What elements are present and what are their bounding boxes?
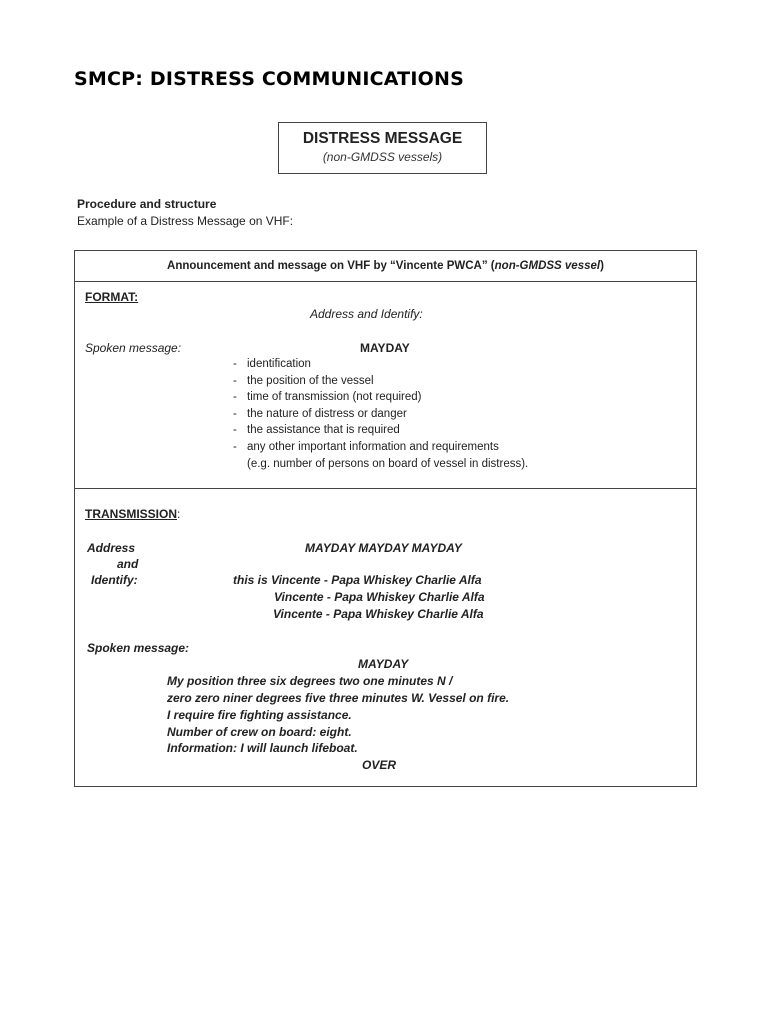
- format-spoken-label: Spoken message:: [85, 341, 182, 355]
- transmission-identify-label: Identify:: [91, 573, 138, 587]
- format-item-list: [233, 356, 528, 472]
- format-item: - identification: [233, 356, 528, 373]
- frame-header-suffix: ): [600, 260, 604, 272]
- format-address-identify: Address and Identify:: [310, 307, 423, 321]
- format-item: - the assistance that is required: [233, 422, 528, 439]
- page-heading: SMCP: DISTRESS COMMUNICATIONS: [74, 68, 464, 90]
- transmission-mayday-triple: MAYDAY MAYDAY MAYDAY: [305, 541, 462, 555]
- distress-message-title-box: [278, 122, 487, 174]
- format-label: FORMAT:: [85, 290, 139, 304]
- transmission-line: zero zero niner degrees five three minutes W. Vessel on fire.: [167, 691, 510, 705]
- intro-heading: Procedure and structure: [77, 197, 217, 211]
- title-box-subtitle: (non-GMDSS vessels): [322, 150, 443, 164]
- transmission-address-label: Address: [87, 541, 136, 555]
- distress-message-frame: [74, 250, 697, 787]
- transmission-colon: :: [177, 507, 181, 521]
- frame-header-italic: non-GMDSS vessel: [494, 260, 601, 272]
- transmission-id-line: Vincente - Papa Whiskey Charlie Alfa: [274, 590, 485, 604]
- section-divider: [75, 488, 696, 489]
- transmission-line: I require fire fighting assistance.: [167, 708, 352, 722]
- title-box-title: DISTRESS MESSAGE: [302, 130, 463, 147]
- frame-header-prefix: Announcement and message on VHF by “Vincente PWCA” (: [167, 260, 495, 272]
- transmission-line: Number of crew on board: eight.: [167, 725, 352, 739]
- transmission-line: My position three six degrees two one minutes N /: [167, 674, 453, 688]
- transmission-heading: [85, 507, 180, 521]
- transmission-id-line: this is Vincente - Papa Whiskey Charlie Alfa: [233, 573, 482, 587]
- transmission-over: OVER: [362, 758, 397, 772]
- format-item: - the nature of distress or danger: [233, 406, 528, 423]
- intro-section: [77, 196, 293, 230]
- transmission-and-label: and: [117, 557, 139, 571]
- transmission-id-line: Vincente - Papa Whiskey Charlie Alfa: [273, 607, 484, 621]
- format-item: - the position of the vessel: [233, 373, 528, 390]
- transmission-mayday: MAYDAY: [358, 657, 409, 671]
- transmission-label: TRANSMISSION: [85, 507, 178, 521]
- transmission-line: Information: I will launch lifeboat.: [167, 741, 358, 755]
- frame-header: [75, 251, 696, 282]
- format-mayday: MAYDAY: [360, 341, 410, 355]
- transmission-spoken-label: Spoken message:: [87, 641, 190, 655]
- format-item: - any other important information and requirements: [233, 439, 528, 456]
- intro-text: Example of a Distress Message on VHF:: [77, 214, 294, 228]
- format-item: - time of transmission (not required): [233, 389, 528, 406]
- format-note: (e.g. number of persons on board of vessel in distress).: [247, 457, 529, 470]
